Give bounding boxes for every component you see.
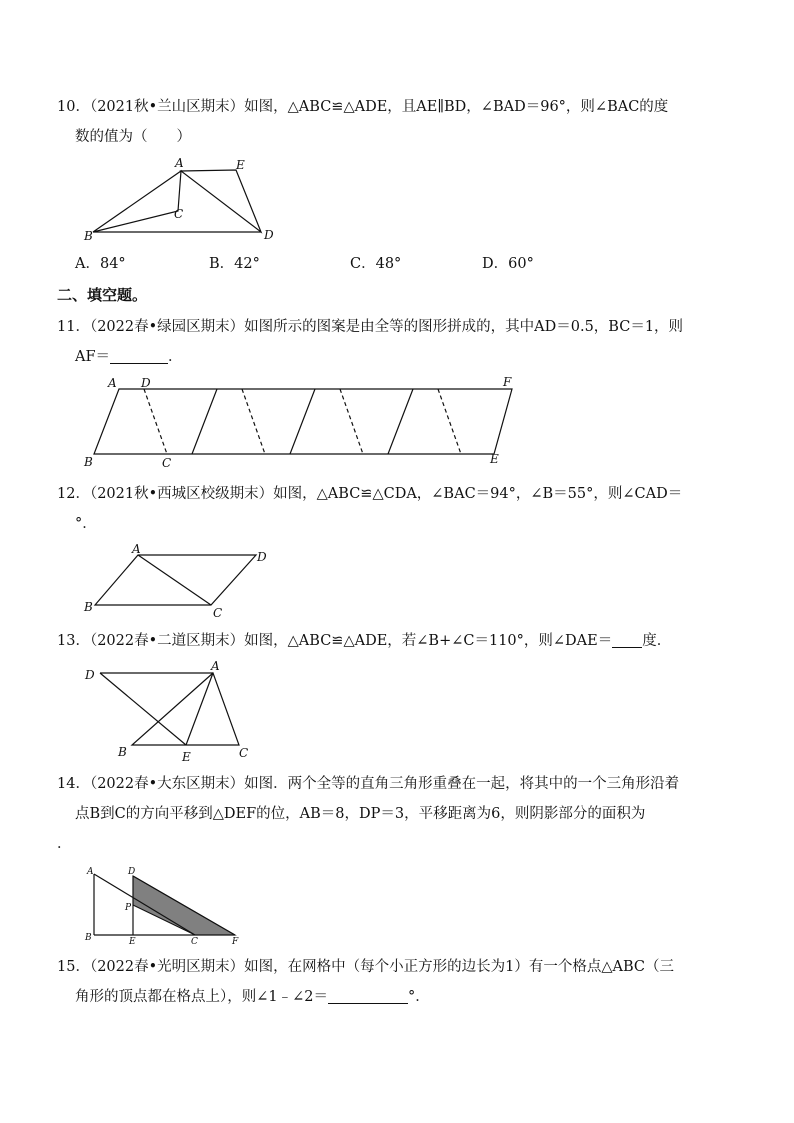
q10-label-d: D bbox=[264, 228, 274, 242]
q10-option-a[interactable]: A．84° bbox=[75, 256, 126, 272]
q12-label-a: A bbox=[132, 542, 141, 556]
q14-label-f: F bbox=[232, 937, 239, 947]
q11-text-line1: 11．（2022春•绿园区期末）如图所示的图案是由全等的图形拼成的，其中AD＝0.5，BC＝1，则 bbox=[57, 319, 684, 335]
q10-text-line1: 10．（2021秋•兰山区期末）如图，△ABC≌△ADE，且AE∥BD，∠BAD＝96°，则∠BAC的度 bbox=[57, 99, 669, 115]
q14-figure bbox=[80, 862, 255, 947]
q14-text-line2: 点B到C的方向平移到△DEF的位，AB＝8，DP＝3，平移距离为6，则阴影部分的面积为 bbox=[75, 806, 646, 822]
q13-answer-blank[interactable] bbox=[612, 629, 642, 648]
q10-figure bbox=[80, 155, 280, 245]
q11-label-f: F bbox=[503, 375, 512, 389]
q14-label-d: D bbox=[128, 867, 136, 877]
q11-label-c: C bbox=[162, 456, 172, 470]
question-14 bbox=[57, 769, 747, 859]
q13-label-b: B bbox=[118, 745, 127, 759]
q10-options bbox=[75, 252, 675, 274]
q14-label-p: P bbox=[125, 903, 132, 913]
q14-text-line3: ． bbox=[57, 836, 72, 852]
q10-option-d[interactable]: D．60° bbox=[482, 256, 534, 272]
q10-label-c: C bbox=[174, 207, 184, 221]
q12-text-line1: 12．（2021秋•西城区校级期末）如图，△ABC≌△CDA，∠BAC＝94°，∠B＝55°，则∠CAD＝ bbox=[57, 486, 683, 502]
q10-triangle-ade bbox=[181, 170, 261, 232]
q10-label-e: E bbox=[236, 158, 245, 172]
q12-label-b: B bbox=[84, 600, 93, 614]
q15-text-line1: 15．（2022春•光明区期末）如图，在网格中（每个小正方形的边长为1）有一个格点△ABC（三 bbox=[57, 959, 675, 975]
q12-label-c: C bbox=[213, 606, 223, 620]
q13-triangle-abc bbox=[132, 673, 239, 745]
section-heading-fill-in: 二、填空题。 bbox=[57, 286, 148, 304]
q12-figure bbox=[80, 540, 280, 625]
q10-option-b[interactable]: B．42° bbox=[209, 256, 260, 272]
q15-answer-suffix: °． bbox=[408, 989, 430, 1005]
q13-label-c: C bbox=[239, 746, 249, 760]
q11-answer-prefix: AF＝ bbox=[75, 349, 111, 365]
q14-label-c: C bbox=[191, 937, 198, 947]
q12-text-line2: °． bbox=[75, 516, 97, 532]
q13-label-a: A bbox=[211, 659, 220, 673]
q13-label-d: D bbox=[85, 668, 95, 682]
q10-label-a: A bbox=[175, 156, 184, 170]
q14-text-line1: 14．（2022春•大东区期末）如图．两个全等的直角三角形重叠在一起，将其中的一个三角形沿着 bbox=[57, 776, 680, 792]
q13-label-e: E bbox=[182, 750, 191, 764]
question-10 bbox=[57, 92, 747, 152]
question-12 bbox=[57, 479, 747, 539]
q13-figure bbox=[80, 658, 260, 768]
q12-label-d: D bbox=[257, 550, 267, 564]
q14-label-e: E bbox=[129, 937, 136, 947]
q12-diagonal-ac bbox=[138, 555, 211, 605]
q14-label-a: A bbox=[87, 867, 94, 877]
q10-option-c[interactable]: C．48° bbox=[350, 256, 402, 272]
q15-answer-blank[interactable] bbox=[328, 985, 408, 1004]
q11-label-d: D bbox=[141, 376, 151, 390]
q10-label-b: B bbox=[84, 229, 93, 243]
q11-label-e: E bbox=[490, 452, 499, 466]
q11-answer-suffix: ． bbox=[168, 349, 183, 365]
q15-text-line2: 角形的顶点都在格点上），则∠1﹣∠2＝ bbox=[75, 989, 328, 1005]
q13-answer-suffix: 度． bbox=[642, 633, 672, 649]
q10-triangle-abc bbox=[93, 171, 184, 232]
question-11 bbox=[57, 312, 747, 372]
q13-text-line1: 13．（2022春•二道区期末）如图，△ABC≌△ADE，若∠B+∠C＝110°，则∠DAE＝ bbox=[57, 633, 613, 649]
question-13 bbox=[57, 626, 747, 656]
q11-figure bbox=[82, 374, 522, 469]
q10-text-line2: 数的值为（ ） bbox=[75, 129, 191, 145]
q11-answer-blank[interactable] bbox=[110, 345, 168, 364]
question-15 bbox=[57, 952, 747, 1012]
q11-label-a: A bbox=[108, 376, 117, 390]
q11-label-b: B bbox=[84, 455, 93, 469]
q14-label-b: B bbox=[85, 933, 92, 943]
